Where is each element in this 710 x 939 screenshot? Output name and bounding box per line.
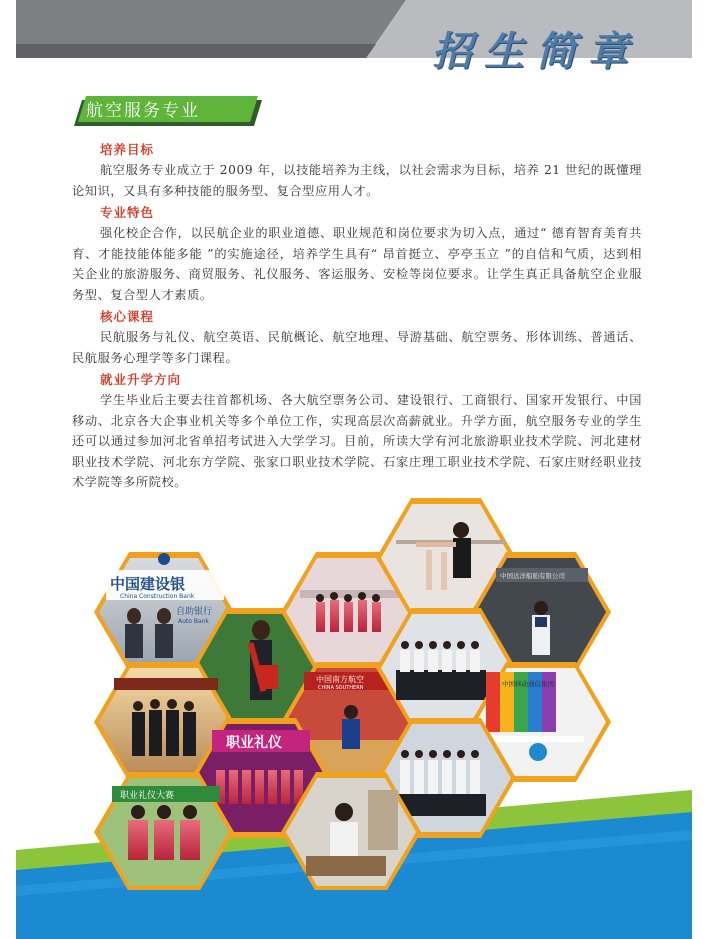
bank-sign-text: 中国建设银 bbox=[110, 575, 186, 593]
mobile-logo-icon bbox=[529, 743, 547, 761]
bank-sign-sub-en: Auto Bank bbox=[178, 618, 209, 625]
mobile-sign-text: 中国移动通信集团 bbox=[502, 680, 554, 688]
header-shadow-stripe bbox=[16, 44, 376, 58]
section-banner-title: 航空服务专业 bbox=[86, 101, 200, 121]
paragraph-career-direction: 学生毕业后主要去往首都机场、各大航空票务公司、建设银行、工商银行、国家开发银行、中国移动、北京各大企事业机关等多个单位工作，实现高层次高薪就业。升学方面，航空服务专业的学生还可以通过参加河北省单招考试进入大学学习。目前，所读大学有河北旅游职业技术学院、河北建材职业技术学院、河北东方学院、张家口职业技术学院、石家庄理工职业技术学院、石家庄财经职业技术学院等多所院校。 bbox=[72, 393, 642, 489]
photo-collage bbox=[16, 490, 692, 890]
heading-core-courses: 核心课程 bbox=[100, 309, 155, 324]
heading-career-direction: 就业升学方向 bbox=[100, 372, 182, 387]
company-sign-text: 中国远洋船舶有限公司 bbox=[500, 572, 565, 580]
bank-sign-sub: 自助银行 bbox=[176, 607, 213, 617]
bank-sign-en: China Construction Bank bbox=[120, 593, 195, 600]
brochure-page bbox=[16, 0, 692, 939]
heading-features: 专业特色 bbox=[100, 205, 155, 220]
paragraph-features: 强化校企合作，以民航企业的职业道德、职业规范和岗位要求为切入点，通过“ 德育智育美育共育、才能技能体能多能 ”的实施途径，培养学生具有“ 昂首挺立、亭亭玉立 ”的自信和气质，达到相关企业的旅游服务、商贸服务、礼仪服务、客运服务、安检等岗位要求。让学生真正具备航空企业服务型、复合型人才素质。 bbox=[72, 226, 642, 302]
airline-sign-text: 中国南方航空 bbox=[316, 675, 364, 684]
etiquette-banner-text: 职业礼仪 bbox=[226, 735, 282, 751]
paragraph-core-courses: 民航服务与礼仪、航空英语、民航概论、航空地理、导游基础、航空票务、形体训练、普通话、民航服务心理学等多门课程。 bbox=[72, 330, 642, 365]
heading-training-goal: 培养目标 bbox=[100, 142, 155, 157]
paragraph-training-goal: 航空服务专业成立于 2009 年，以技能培养为主线，以社会需求为目标，培养 21 世纪的既懂理论知识，又具有多种技能的服务型、复合型应用人才。 bbox=[72, 163, 642, 198]
hex-photo-certificate bbox=[94, 772, 234, 890]
page-title: 招生简章 bbox=[432, 29, 640, 75]
bank-logo-icon bbox=[158, 553, 170, 565]
airline-sign-en: CHINA SOUTHERN bbox=[318, 685, 364, 691]
body-content bbox=[72, 140, 642, 495]
cert-banner-text: 职业礼仪大赛 bbox=[120, 791, 175, 801]
